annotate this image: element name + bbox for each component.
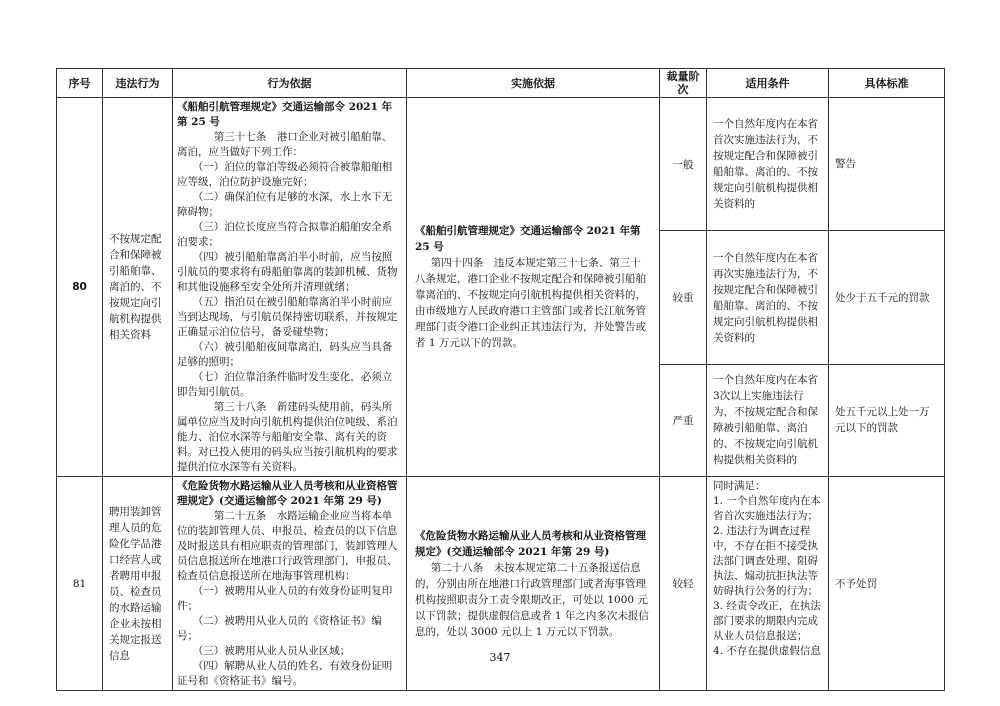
row81-condition-line: 2. 违法行为调查过程中，不存在拒不接受执法部门调查处理、阻碍执法、煽动抗拒执法等妨碍执行公务的行为； [713,525,818,597]
row80-basis-line: 第三十八条 新建码头使用前，码头所属单位应当及时向引航机构提供泊位吨级、系泊能力、泊位水深等与船舶安全靠、离有关的资料。对已投入使用的码头应当按引航机构的要求提供泊位水深等有关资料。 [177,401,398,473]
row80-index: 80 [57,98,103,477]
header-implementation: 实施依据 [407,69,660,98]
row81-basis-line: 第二十五条 水路运输企业应当将本单位的装卸管理人员、申报员、检查员的以下信息及时报送具有相应职责的管理部门，装卸管理人员信息报送所在地港口行政管理部门，申报员、检查员信息报送所在地海事管理机构： [177,510,398,582]
row80-basis-line: 第三十七条 港口企业对被引船舶靠、离泊，应当做好下列工作： [177,131,393,158]
header-index: 序号 [57,69,103,98]
row80-tier2-condition [707,231,829,364]
row80-tier3-level: 严重 [660,364,707,476]
row81-implementation-title: 《危险货物水路运输从业人员考核和从业资格管理规定》(交通运输部令 2021 年第 29 号) [415,529,646,558]
table-row [57,98,945,231]
row80-tier2-standard-text: 处少于五千元的罚款 [835,291,930,304]
row80-implementation-title: 《船舶引航管理规定》交通运输部令 2021 年第 25 号 [415,225,641,253]
row80-basis-line: （六）被引船舶夜间靠离泊，码头应当具备足够的照明； [177,341,393,368]
row80-basis-line: （二）确保泊位有足够的水深，水上水下无障碍物； [177,191,393,218]
row80-tier3-condition-text: 一个自然年度内在本省 3次以上实施违法行为，不按规定配合和保障被引船舶靠、离泊的、不按规定向引航机构提供相关资料的 [713,374,818,467]
header-basis: 行为依据 [173,69,407,98]
row80-tier1-standard-text: 警告 [835,158,856,171]
row80-tier1-level: 一般 [660,98,707,231]
row80-tier1-condition [707,98,829,231]
row80-basis-line: （三）泊位长度应当符合拟靠泊船舶安全系泊要求； [177,221,393,248]
row80-tier3-condition [707,364,829,476]
row80-implementation-text: 第四十四条 违反本规定第三十七条、第三十八条规定，港口企业不按规定配合和保障被引船舶靠离泊的、不按规定向引航机构提供相关资料的，由市级地方人民政府港口主管部门或者长江航务管理部门责令港口企业纠正其违法行为，并处警告或者 1 万元以下的罚款。 [415,257,646,349]
row80-implementation [407,98,660,477]
row80-basis [173,98,407,477]
row80-basis-line: （四）被引船舶靠离泊半小时前，应当按照引航员的要求将有碍船舶靠离的装卸机械、货物和其他设施移至安全处所并清理就绪； [177,251,398,293]
row80-basis-title: 《船舶引航管理规定》交通运输部令 2021 年第 25 号 [177,101,393,128]
table-header-row [57,69,945,98]
row81-index: 81 [57,477,103,691]
row81-basis-line: （一）被聘用从业人员的有效身份证明复印件； [177,585,393,612]
row80-tier2-condition-text: 一个自然年度内在本省再次实施违法行为，不按规定配合和保障被引船舶靠、离泊的、不按规定向引航机构提供相关资料的 [713,251,818,344]
row81-basis-title: 《危险货物水路运输从业人员考核和从业资格管理规定》(交通运输部令 2021 年第 29 号) [177,480,398,507]
row81-condition-line: 1. 一个自然年度内在本省首次实施违法行为； [713,495,821,522]
row80-tier2-level: 较重 [660,231,707,364]
row81-condition-line: 同时满足： [713,480,766,492]
row81-standard-text: 不予处罚 [835,577,877,590]
row81-basis-line: （四）解聘从业人员的姓名、有效身份证明证号和《资格证书》编号。 [177,660,393,687]
row81-condition-line: 4. 不存在提供虚假信息 [713,645,821,657]
header-violation: 违法行为 [103,69,173,98]
row81-implementation-text: 第二十八条 未按本规定第二十五条报送信息的，分别由所在地港口行政管理部门或者海事管理机构按照职责分工责令限期改正，可处以 1000 元以下罚款；提供虚假信息或者 1 年之内多次未报信息的，处以 3000 元以上 1 万元以下罚款。 [415,561,649,638]
header-condition: 适用条件 [707,69,829,98]
row80-violation [103,98,173,477]
page-number: 347 [489,651,511,664]
row80-tier1-standard [829,98,945,231]
row80-basis-line: （一）泊位的靠泊等级必须符合被靠船舶相应等级，泊位防护设施完好； [177,161,393,188]
row81-violation-text: 聘用装卸管理人员的危险化学品港口经营人或者聘用申报员、检查员的水路运输企业未按相关规定报送信息 [109,505,162,662]
row81-basis-line: （二）被聘用从业人员的《资格证书》编号； [177,615,382,642]
header-standard: 具体标准 [829,69,945,98]
row81-basis-line: （三）被聘用从业人员从业区域； [192,645,351,657]
penalty-discretion-table [56,68,945,691]
header-level: 裁量阶次 [660,69,707,98]
row80-tier1-condition-text: 一个自然年度内在本省首次实施违法行为，不按规定配合和保障被引船舶靠、离泊的、不按规定向引航机构提供相关资料的 [713,118,818,211]
row80-tier3-standard-text: 处五千元以上处一万元以下的罚款 [835,406,930,435]
row80-tier2-standard [829,231,945,364]
row80-tier3-standard [829,364,945,476]
row80-violation-text: 不按规定配合和保障被引船舶靠、离泊的、不按规定向引航机构提供相关资料 [109,233,162,341]
row80-basis-line: （七）泊位靠泊条件临时发生变化，必须立即告知引航员。 [177,371,393,398]
row81-level: 较轻 [660,477,707,691]
row80-basis-line: （五）指泊员在被引船舶靠离泊半小时前应当到达现场，与引航员保持密切联系，并按规定正确显示泊位信号，备妥碰垫物； [177,296,398,338]
row81-condition-line: 3. 经责令改正，在执法部门要求的期限内完成从业人员信息报送； [713,600,821,642]
